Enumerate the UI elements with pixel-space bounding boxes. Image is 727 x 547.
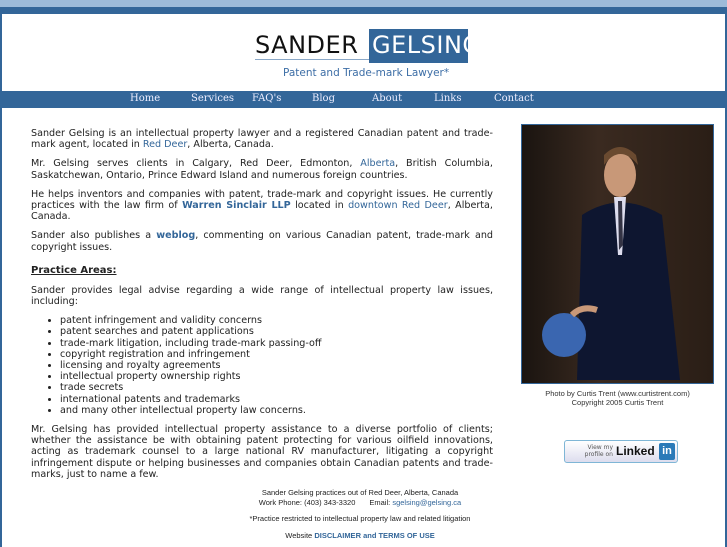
logo-word-1: SANDER [255,31,359,59]
firm-paragraph [31,189,493,223]
list-item: • licensing and royalty agreements [60,360,493,371]
main-content [31,128,493,488]
nav-blog[interactable]: Blog [312,93,335,104]
nav-contact[interactable]: Contact [494,93,534,104]
text: Sander also publishes a [31,230,157,242]
nav-services[interactable]: Services [191,93,235,104]
clients-portfolio-paragraph: Mr. Gelsing has provided intellectual property assistance to a diverse portfolio of clients; whether the assistance be with obtaining patent protecting for various oilfield innovations, acting as trademark counsel to a large national RV manufacturer, litigating a copyright infringement dispute or helping businesses and companies obtain Canadian patents and trade-marks, just to name a few. [31,424,493,480]
list-item: • intellectual property ownership rights [60,371,493,382]
alberta-link[interactable]: Alberta [360,158,396,170]
nav-bar [0,91,727,108]
list-item: • patent infringement and validity concerns [60,315,493,326]
linkedin-small-text: View my profile on [584,444,613,458]
photo-copyright: Copyright 2005 Curtis Trent [571,398,664,407]
logo-underline [255,59,369,60]
portrait-illustration [522,125,714,384]
nav-about[interactable]: About [372,93,403,104]
text: He helps inventors and companies with patent, trade-mark and copyright issues. He currently practices with the law firm of [31,188,493,212]
text: , British Columbia, Saskatchewan, Ontario, Prince Edward Island and numerous foreign countries. [31,158,493,181]
footer-contact [200,498,520,508]
text: located in [290,200,349,212]
warren-sinclair-link[interactable]: Warren Sinclair LLP [182,200,291,212]
footer-restriction: *Practice restricted to intellectual property law and related litigation [249,514,471,523]
photo-caption [521,389,714,407]
disclaimer-link[interactable]: DISCLAIMER and TERMS OF USE [314,530,435,540]
weblog-paragraph [31,230,493,252]
text: , commenting on various Canadian patent, trade-mark and copyright issues. [31,230,494,253]
linkedin-wordmark: Linked [616,444,655,458]
nav-home[interactable]: Home [130,93,161,104]
list-item: • trade secrets [60,382,493,393]
red-deer-link[interactable]: Red Deer [142,139,188,151]
work-phone: Work Phone: (403) 343-3320 [258,497,356,507]
list-item: • patent searches and patent applications [60,326,493,337]
practice-areas-heading: Practice Areas: [31,264,117,276]
practice-intro: Sander provides legal advise regarding a wide range of intellectual property law issues, including: [31,284,493,308]
intro-paragraph [31,128,493,150]
text: , Alberta, Canada. [31,200,493,223]
logo-word-2: GELSING [369,29,468,63]
email-label: Email: [369,497,391,507]
list-item: • copyright registration and infringement [60,349,493,360]
list-item: • trade-mark litigation, including trade-mark passing-off [60,338,493,349]
footer-disclaimer [200,531,520,541]
list-item: • international patents and trademarks [60,394,493,405]
linkedin-icon: in [659,443,675,460]
text: Mr. Gelsing serves clients in Calgary, Red Deer, Edmonton, [31,158,361,170]
top-stripe [0,0,727,7]
nav-links[interactable]: Links [434,93,462,104]
practice-list [31,315,493,416]
nav-faqs[interactable]: FAQ's [252,93,282,104]
email-link[interactable]: sgelsing@gelsing.ca [392,497,462,507]
photo-credit: Photo by Curtis Trent (www.curtistrent.com) [545,389,690,398]
website-label: Website [285,530,313,540]
tagline: Patent and Trade-mark Lawyer* [283,67,450,79]
text: Sander Gelsing is an intellectual property lawyer and a registered Canadian patent and trade-mark agent, located in [31,128,493,151]
footer-location: Sander Gelsing practices out of Red Deer, Alberta, Canada [261,488,459,497]
linkedin-profile-button[interactable] [564,440,678,463]
text: , Alberta, Canada. [187,139,274,151]
downtown-red-deer-link[interactable]: downtown Red Deer [348,200,448,212]
clients-paragraph [31,158,493,180]
list-item: • and many other intellectual property law concerns. [60,405,493,416]
portrait-photo [521,124,714,384]
footer [200,488,520,540]
weblog-link[interactable]: weblog [156,230,196,242]
